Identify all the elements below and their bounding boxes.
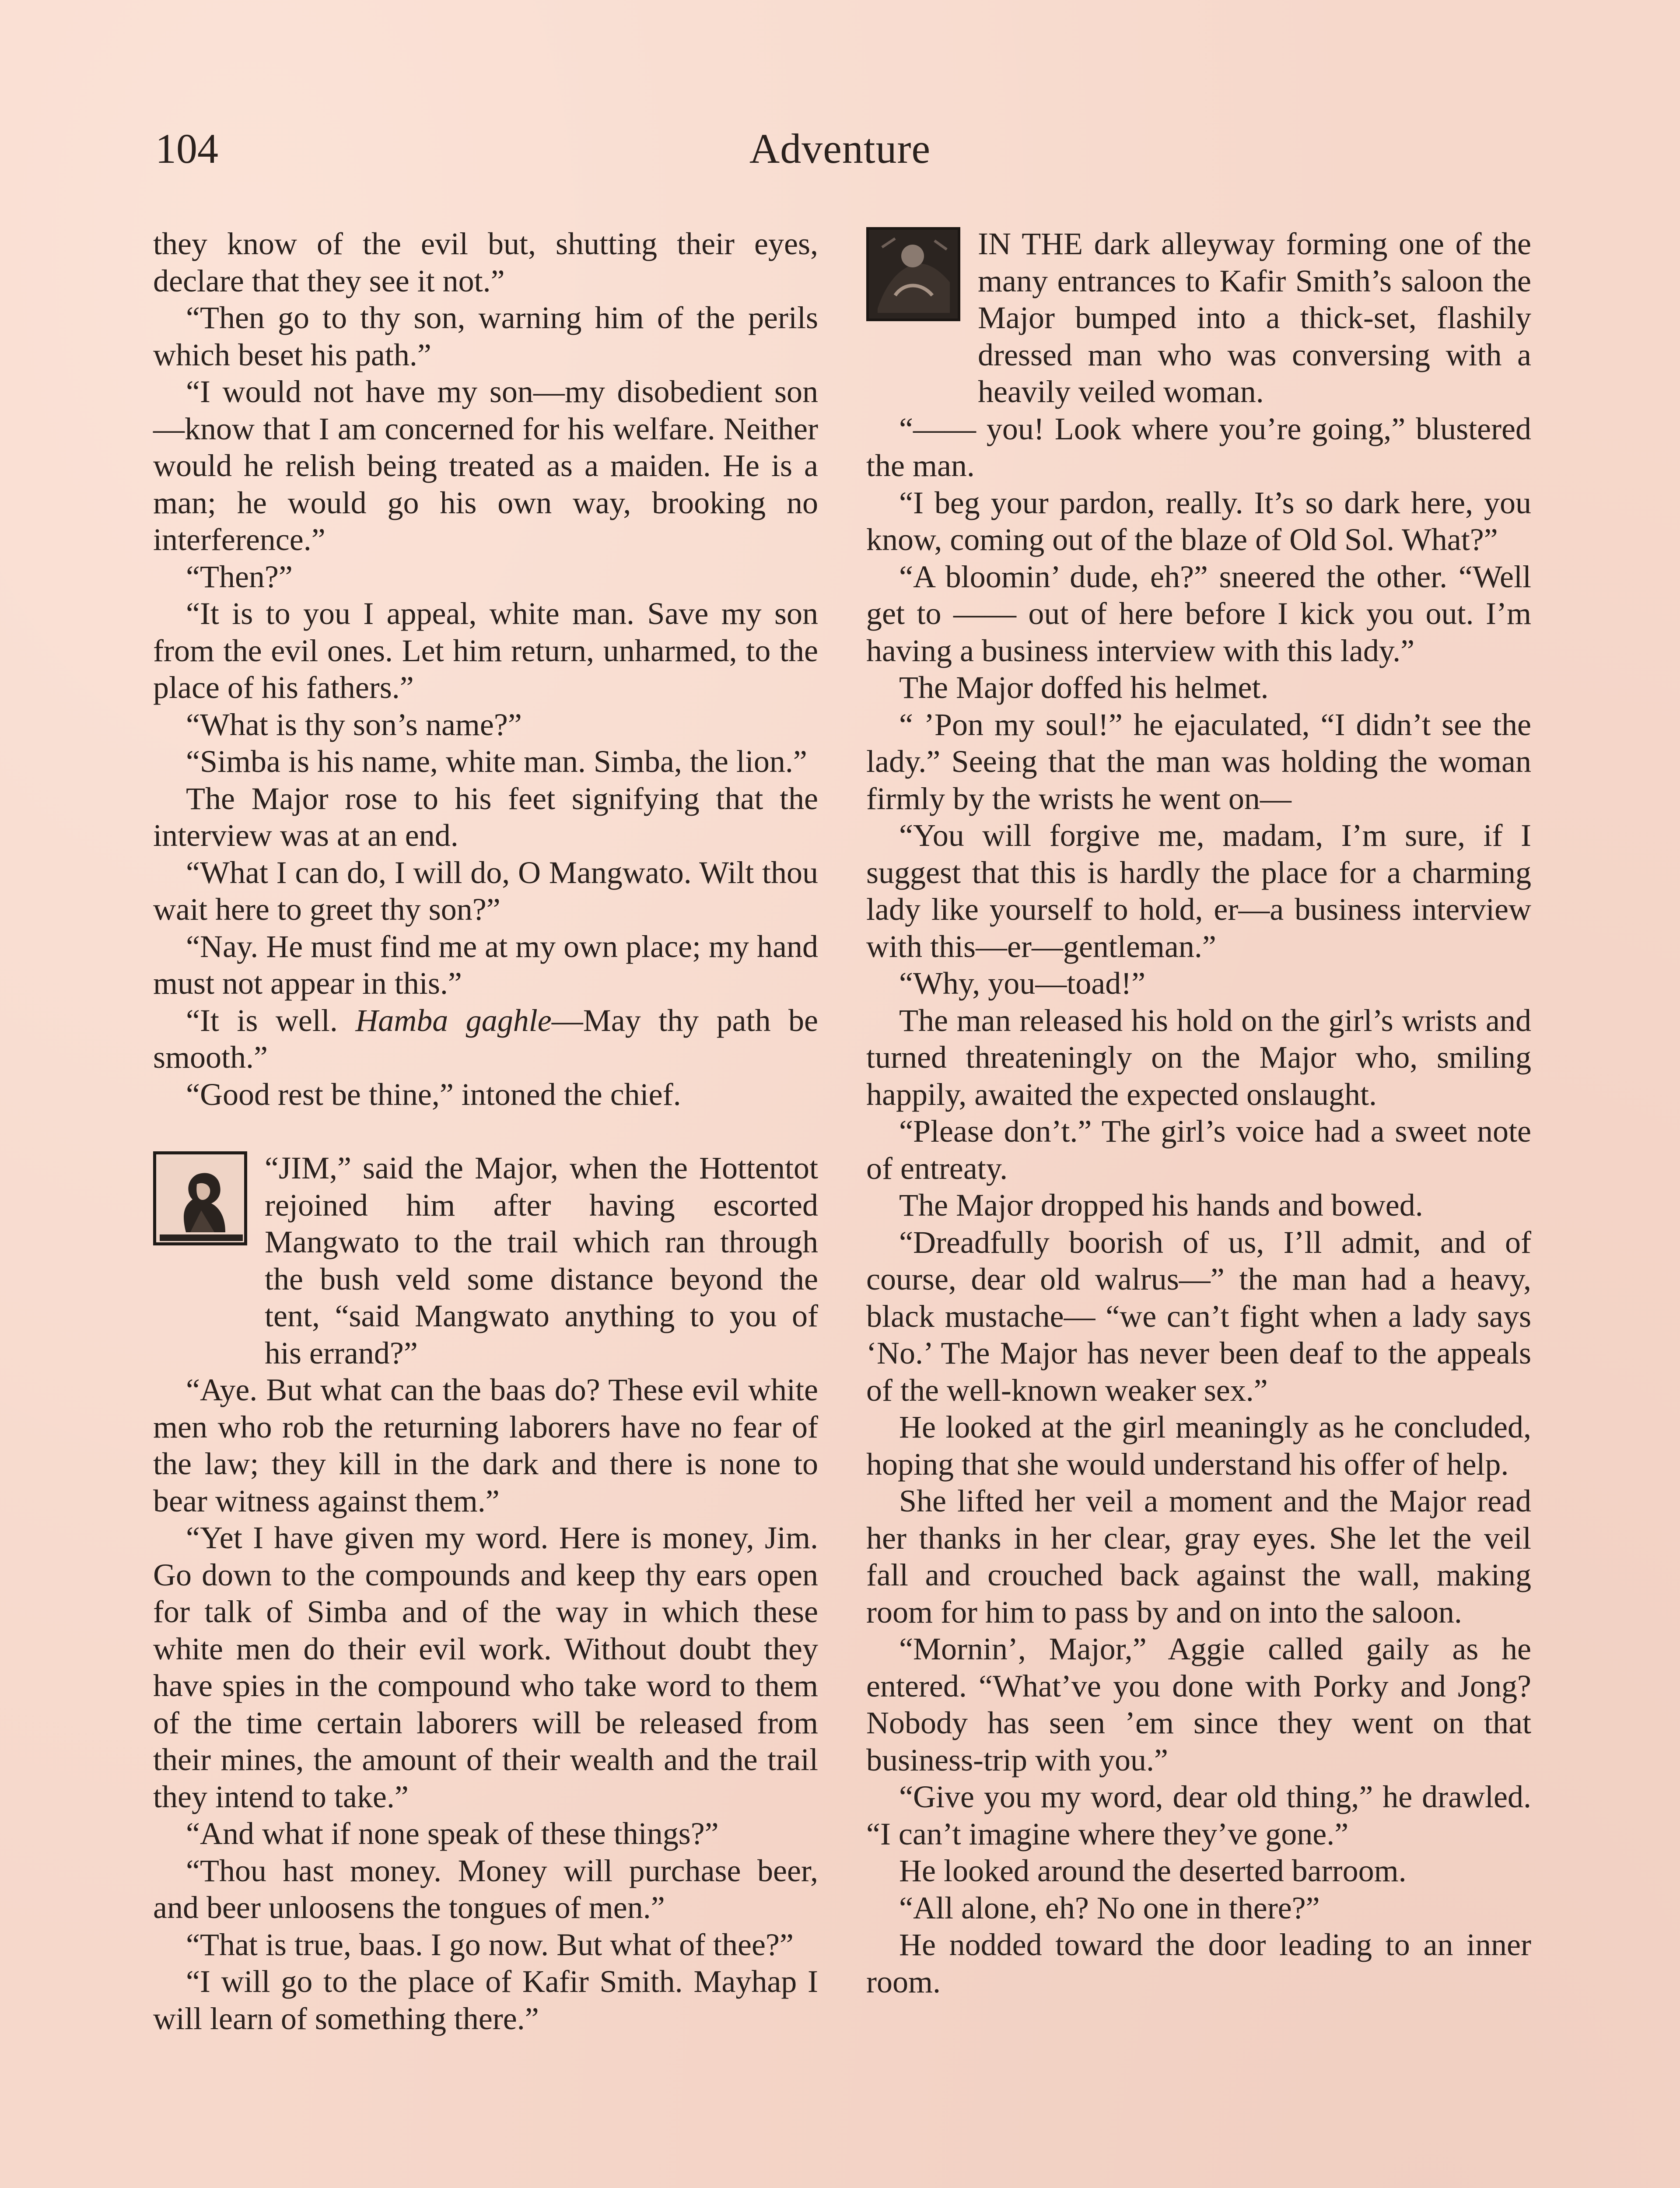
paragraph: The Major dropped his hands and bowed. (899, 1188, 1423, 1223)
paragraph: “I will go to the place of Kafir Smith. Mayhap I will learn of something there.” (153, 1964, 818, 2036)
paragraph: “Aye. But what can the baas do? These evil white men who rob the returning laborers have no fear of the law; they kill in the dark and there is none to bear witness against them.” (153, 1372, 818, 1518)
paragraph: “It is to you I appeal, white man. Save my son from the evil ones. Let him return, unharmed, to the place of his fathers.” (153, 596, 818, 705)
paragraph: The Major doffed his helmet. (899, 670, 1269, 705)
right-column (866, 225, 1531, 2000)
paragraph: “What I can do, I will do, O Mangwato. Wilt thou wait here to greet thy son?” (153, 855, 818, 927)
paragraph: “That is true, baas. I go now. But what of thee?” (186, 1927, 794, 1962)
paragraph: “—— you! Look where you’re going,” blustered the man. (866, 411, 1531, 483)
running-title: Adventure (749, 125, 931, 172)
section-opening (153, 1150, 818, 1371)
left-column (153, 225, 818, 2037)
paragraph: The man released his hold on the girl’s wrists and turned threateningly on the Major who, smiling happily, awaited the expected onslaught. (866, 1003, 1531, 1112)
paragraph: “Thou hast money. Money will purchase beer, and beer unloosens the tongues of men.” (153, 1853, 818, 1925)
paragraph: “A bloomin’ dude, eh?” sneered the other. “Well get to —— out of here before I kick you out. I’m having a business interview with this lady.” (866, 559, 1531, 668)
page-number: 104 (155, 125, 218, 172)
dark-woodcut-illustration-icon (866, 227, 960, 321)
paragraph: “And what if none speak of these things?” (186, 1816, 719, 1851)
paragraph: “All alone, eh? No one in there?” (899, 1890, 1320, 1925)
section-opening-text: IN THE dark alleyway forming one of the many entrances to Kafir Smith’s saloon the Major bumped into a thick-set, flashily dressed man who was conversing with a heavily veiled woman. (978, 226, 1531, 409)
paragraph: “Mornin’, Major,” Aggie called gaily as he entered. “What’ve you done with Porky and Jong? Nobody has seen ’em since they went on that business-trip with you.” (866, 1631, 1531, 1778)
paragraph: “ ’Pon my soul!” he ejaculated, “I didn’t see the lady.” Seeing that the man was holding the woman firmly by the wrists he went on— (866, 707, 1531, 816)
paragraph: He looked around the deserted barroom. (899, 1853, 1407, 1888)
paragraph: “Then?” (186, 559, 293, 594)
paragraph: He nodded toward the door leading to an inner room. (866, 1927, 1531, 1999)
paragraph: “Why, you—toad!” (899, 966, 1146, 1001)
paragraph (153, 1002, 818, 1076)
paragraph: The Major rose to his feet signifying that the interview was at an end. (153, 781, 818, 853)
paragraph: “Good rest be thine,” intoned the chief. (186, 1076, 681, 1112)
paragraph: “Please don’t.” The girl’s voice had a sweet note of entreaty. (866, 1114, 1531, 1186)
paragraph: “I beg your pardon, really. It’s so dark here, you know, coming out of the blaze of Old Sol. What?” (866, 485, 1531, 557)
paragraph: “Nay. He must find me at my own place; my hand must not appear in this.” (153, 929, 818, 1001)
paragraph: “Simba is his name, white man. Simba, the lion.” (186, 744, 807, 779)
paragraph: “Dreadfully boorish of us, I’ll admit, and of course, dear old walrus—” the man had a heavy, black mustache— “we can’t fight when a lady says ‘No.’ The Major has never been deaf to the appeals of the well-known weaker sex.” (866, 1224, 1531, 1408)
section-opening (866, 225, 1531, 410)
portrait-illustration-icon (153, 1151, 247, 1245)
paragraph: “What is thy son’s name?” (186, 707, 522, 742)
paragraph: “You will forgive me, madam, I’m sure, if I suggest that this is hardly the place for a charming lady like yourself to hold, er—a business interview with this—er—gentleman.” (866, 818, 1531, 964)
paragraph: “I would not have my son—my disobedient son—know that I am concerned for his welfare. Neither would he relish being treated as a maiden. He is a man; he would go his own way, brooking no interference.” (153, 374, 818, 557)
paragraph: they know of the evil but, shutting their eyes, declare that they see it not.” (153, 226, 818, 298)
paragraph: “Yet I have given my word. Here is money, Jim. Go down to the compounds and keep thy ears open for talk of Simba and of the way in which these white men do their evil work. Without doubt they have spies in the compound who take word to them of the time certain laborers will be released from their mines, the amount of their wealth and the trail they intend to take.” (153, 1520, 818, 1814)
text-span: “It is well. (186, 1003, 356, 1038)
paragraph: “Give you my word, dear old thing,” he drawled. “I can’t imagine where they’ve gone.” (866, 1779, 1531, 1851)
paragraph: She lifted her veil a moment and the Major read her thanks in her clear, gray eyes. She let the veil fall and crouched back against the wall, making room for him to pass by and on into the saloon. (866, 1483, 1531, 1630)
section-break (153, 1113, 818, 1150)
italic-phrase: Hamba gaghle (355, 1003, 552, 1038)
paragraph: He looked at the girl meaningly as he concluded, hoping that she would understand his offer of help. (866, 1410, 1531, 1482)
section-opening-text: “JIM,” said the Major, when the Hottentot rejoined him after having escorted Mangwato to the trail which ran through the bush veld some distance beyond the tent, “said Mangwato anything to you of his errand?” (265, 1150, 818, 1371)
text-span: —May thy path be smooth.” (153, 1003, 819, 1075)
paragraph: “Then go to thy son, warning him of the perils which beset his path.” (153, 300, 818, 372)
